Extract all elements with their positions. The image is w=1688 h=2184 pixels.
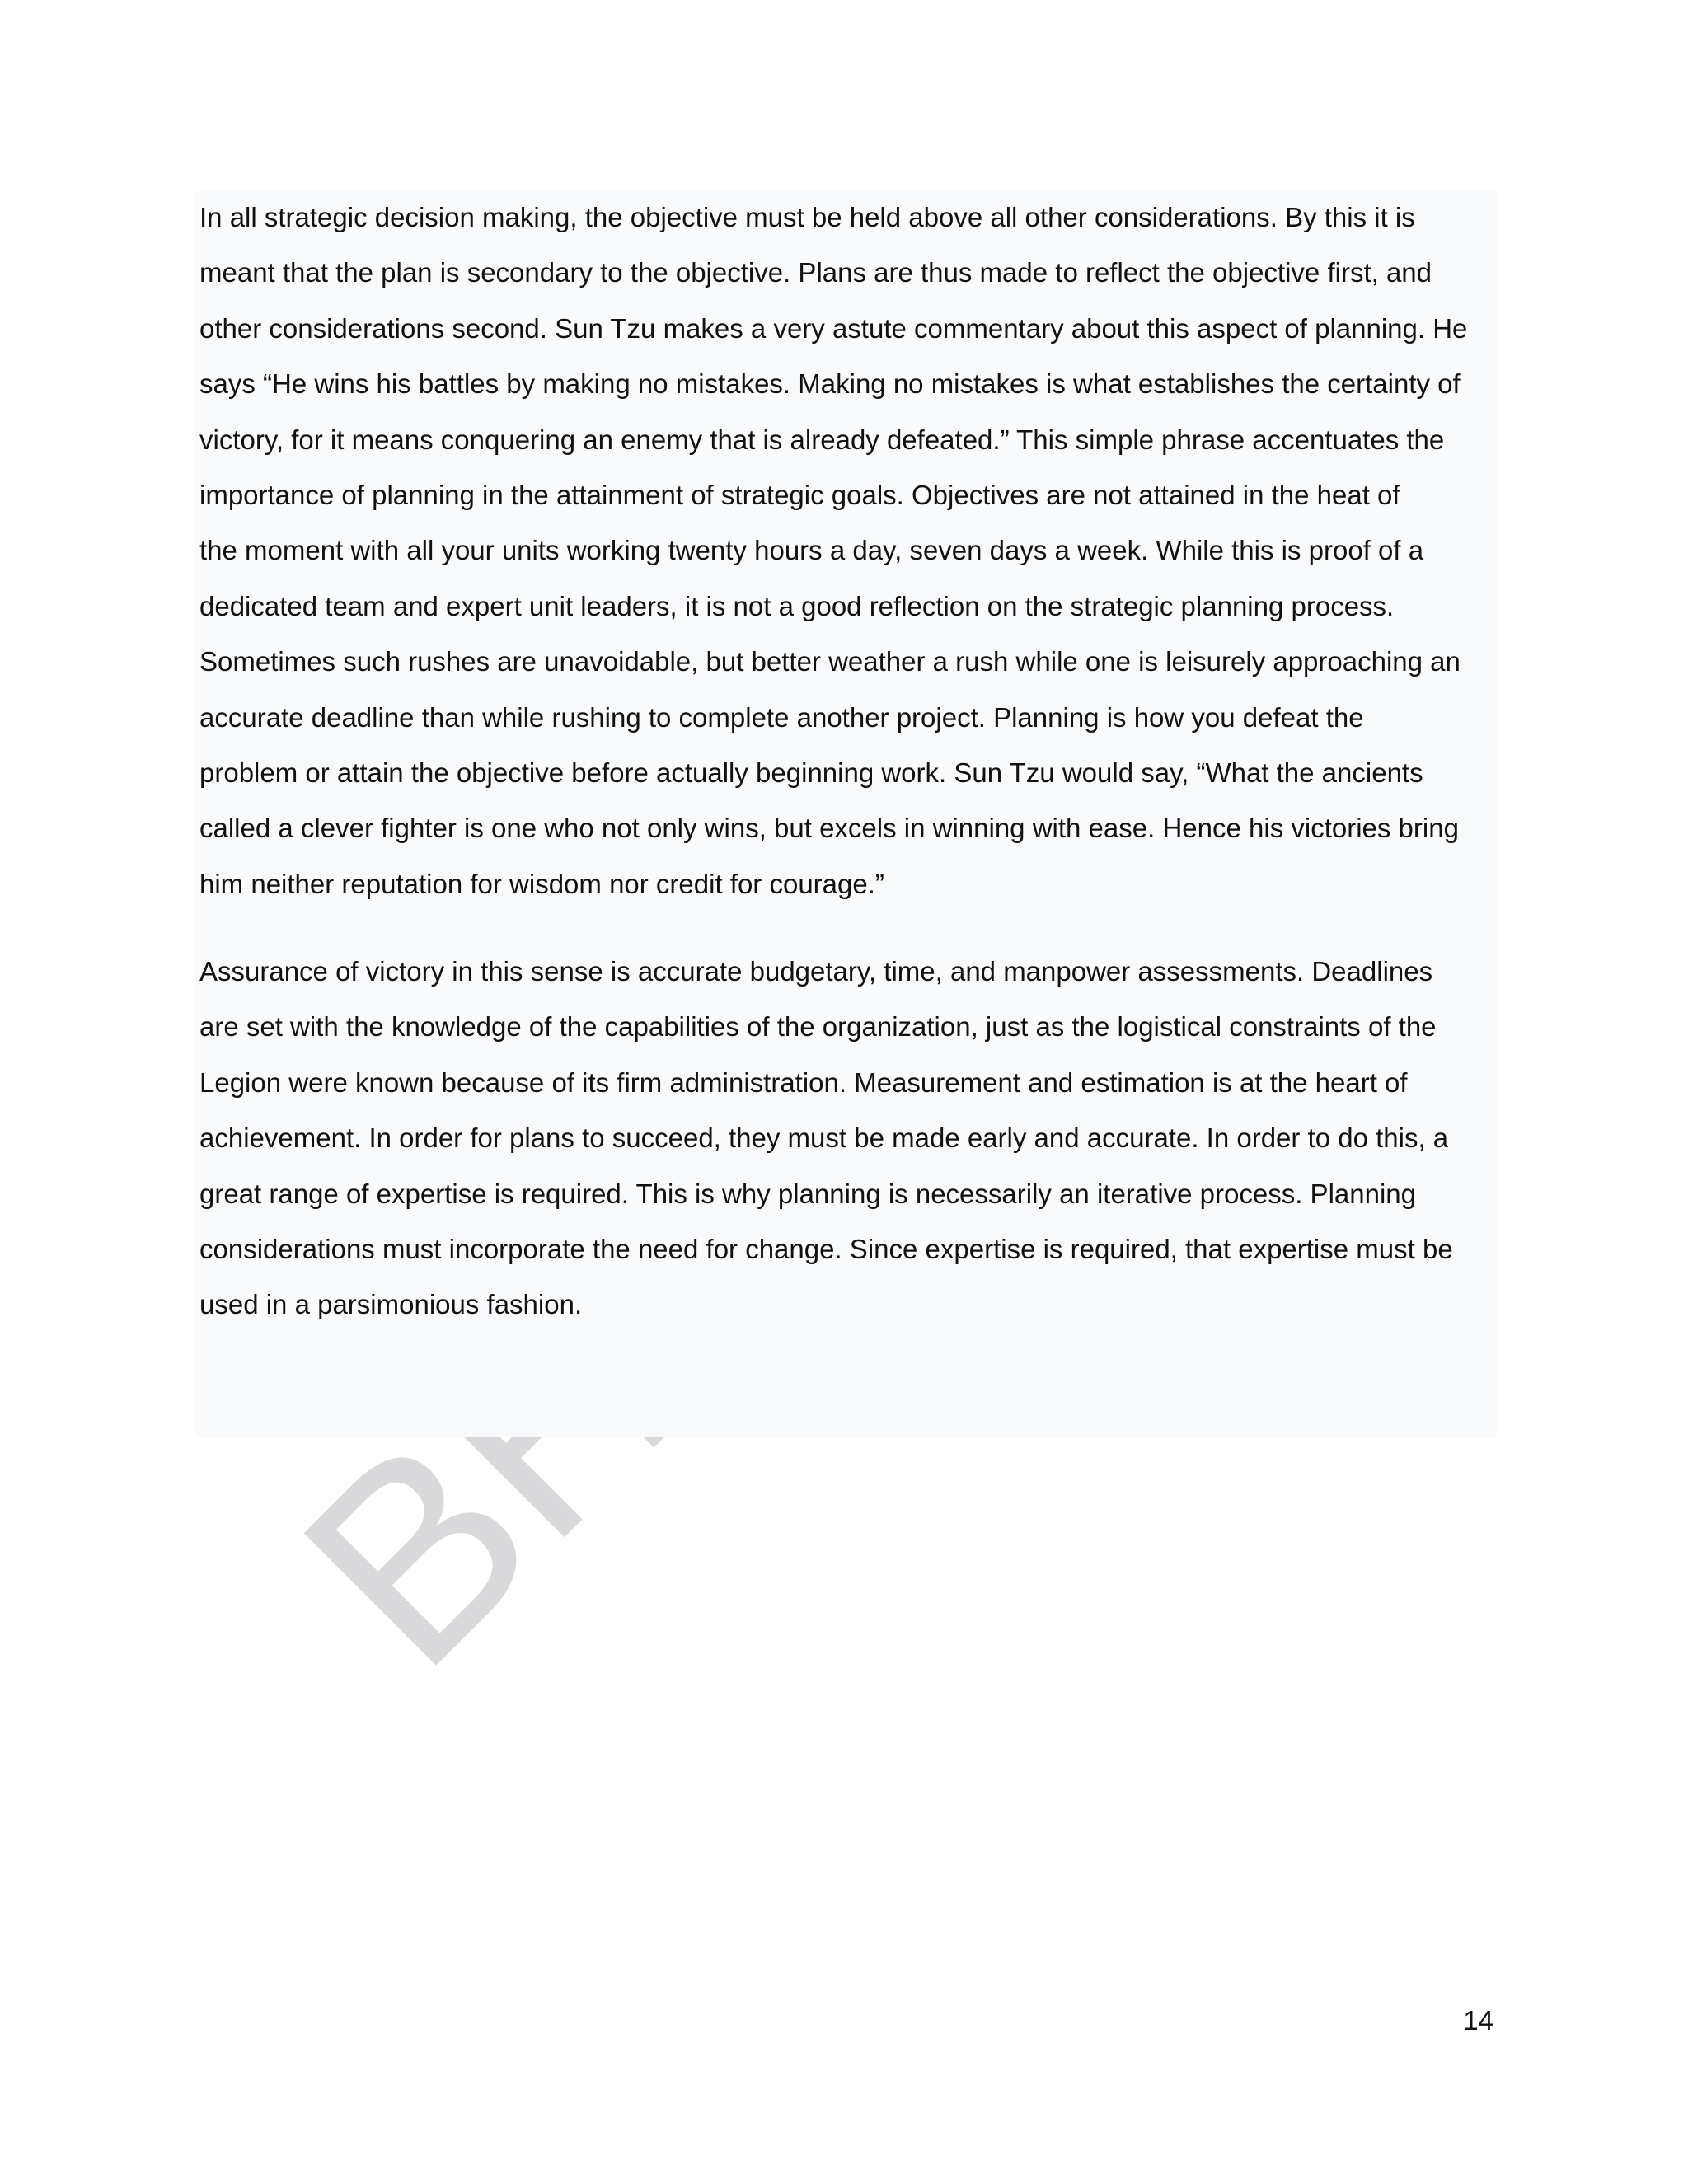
- page-number: 14: [1463, 2005, 1493, 2036]
- text-line: considerations must incorporate the need for change. Since expertise is required, that expertise must be: [199, 1233, 1453, 1264]
- text-line: problem or attain the objective before actually beginning work. Sun Tzu would say, “What the ancients: [199, 757, 1423, 788]
- text-line: accurate deadline than while rushing to complete another project. Planning is how you defeat the: [199, 701, 1364, 733]
- text-line: used in a parsimonious fashion.: [199, 1289, 583, 1320]
- text-line: Legion were known because of its firm administration. Measurement and estimation is at the heart of: [199, 1066, 1408, 1098]
- paragraph-1: [199, 190, 1493, 912]
- text-line: Assurance of victory in this sense is accurate budgetary, time, and manpower assessments. Deadlines: [199, 956, 1433, 987]
- text-line: meant that the plan is secondary to the objective. Plans are thus made to reflect the objective first, and: [199, 257, 1432, 288]
- text-line: victory, for it means conquering an enemy that is already defeated.” This simple phrase accentuates the: [199, 424, 1445, 455]
- text-line: Sometimes such rushes are unavoidable, but better weather a rush while one is leisurely approaching an: [199, 646, 1461, 677]
- text-line: importance of planning in the attainment of strategic goals. Objectives are not attained in the heat of: [199, 479, 1400, 510]
- text-line: says “He wins his battles by making no mistakes. Making no mistakes is what establishes the certainty of: [199, 368, 1461, 400]
- text-line: him neither reputation for wisdom nor credit for courage.”: [199, 868, 884, 899]
- text-line: In all strategic decision making, the objective must be held above all other considerations. By this it is: [199, 202, 1415, 232]
- text-line: other considerations second. Sun Tzu makes a very astute commentary about this aspect of planning. He: [199, 312, 1468, 344]
- text-line: are set with the knowledge of the capabilities of the organization, just as the logistical constraints of the: [199, 1011, 1437, 1043]
- text-line: achievement. In order for plans to succeed, they must be made early and accurate. In order to do this, a: [199, 1122, 1449, 1154]
- text-line: called a clever fighter is one who not only wins, but excels in winning with ease. Hence his victories bring: [199, 813, 1459, 844]
- paragraph-2: [199, 944, 1493, 1333]
- text-line: great range of expertise is required. This is why planning is necessarily an iterative process. Planning: [199, 1178, 1416, 1209]
- text-line: dedicated team and expert unit leaders, it is not a good reflection on the strategic planning process.: [199, 590, 1395, 621]
- text-line: the moment with all your units working twenty hours a day, seven days a week. While this is proof of a: [199, 535, 1424, 566]
